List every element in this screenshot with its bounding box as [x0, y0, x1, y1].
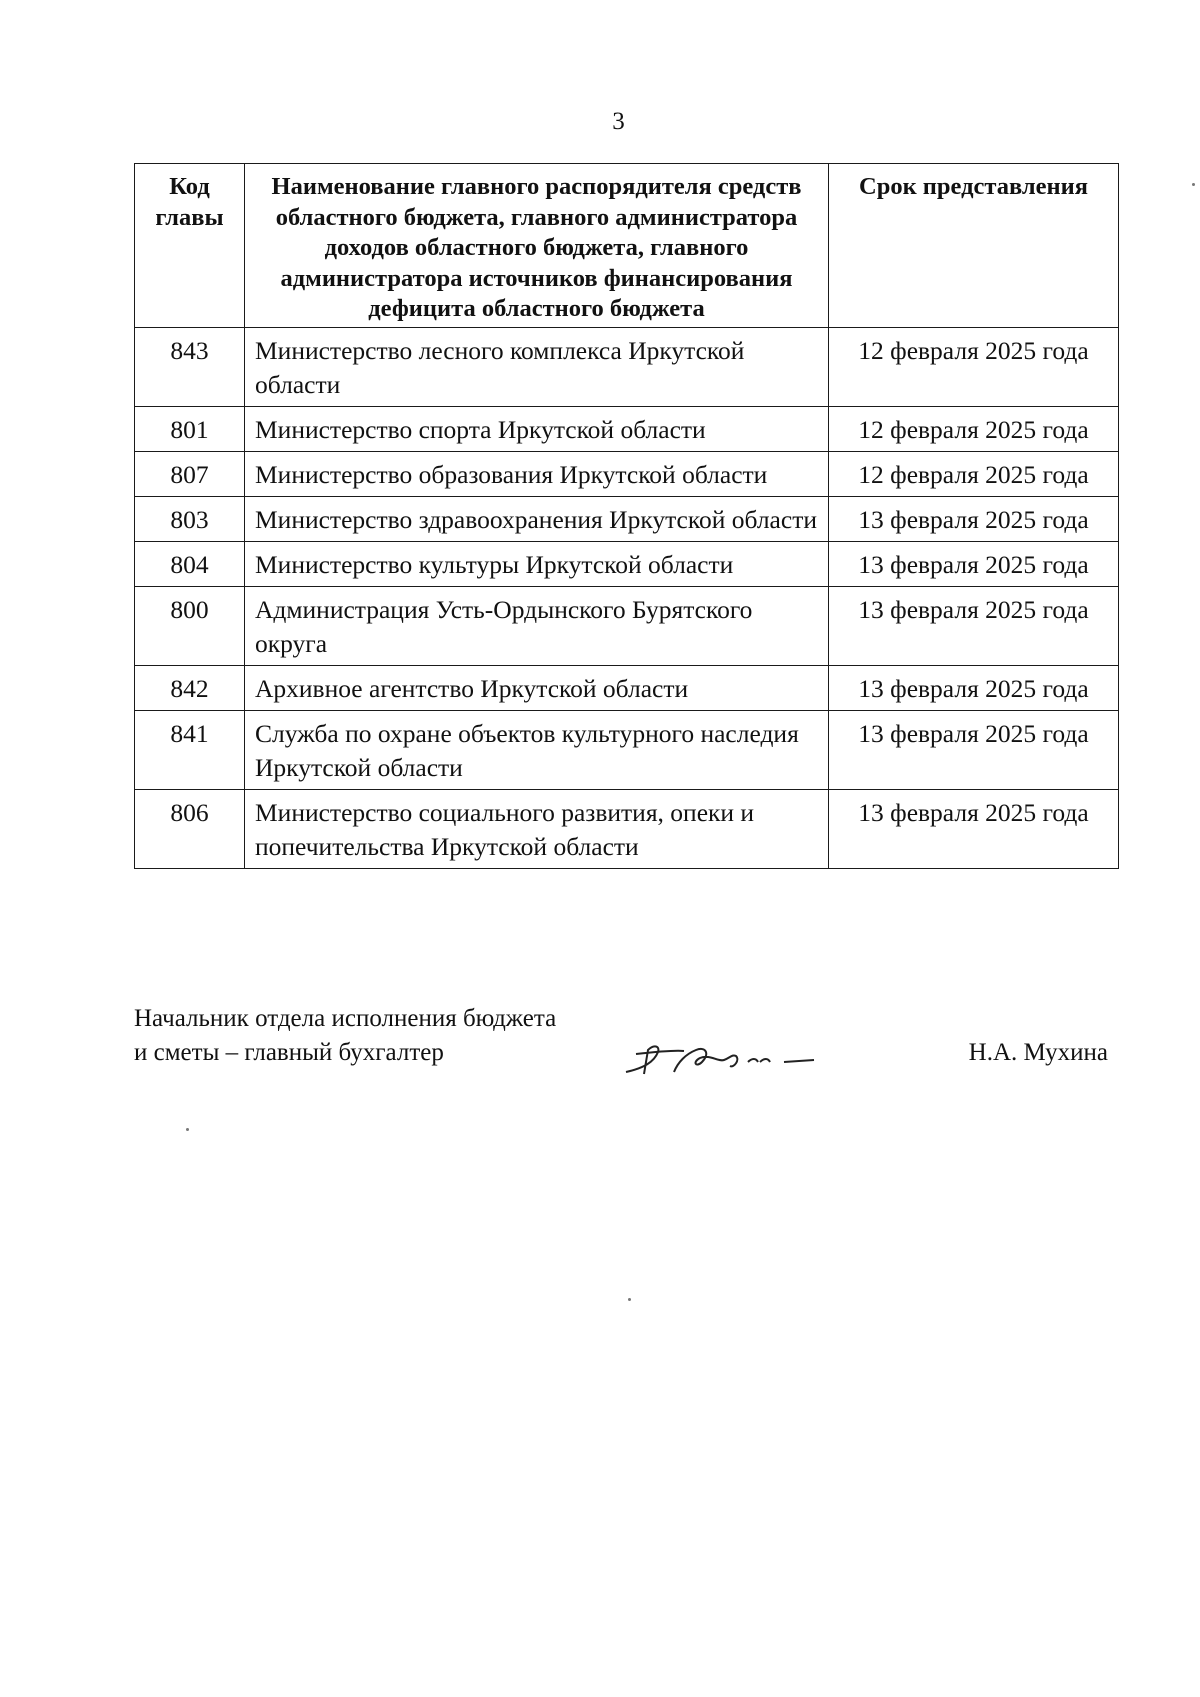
row-name: Архивное агентство Иркутской области — [245, 665, 829, 710]
submission-schedule-table — [134, 163, 1119, 869]
page-number: 3 — [612, 108, 625, 135]
row-code: 807 — [135, 451, 245, 496]
header-deadline: Срок представления — [829, 164, 1119, 328]
table-row — [135, 496, 1119, 541]
table-row — [135, 406, 1119, 451]
row-code: 843 — [135, 327, 245, 406]
table-row — [135, 541, 1119, 586]
table-header-row — [135, 164, 1119, 328]
row-code: 841 — [135, 710, 245, 789]
table-row — [135, 327, 1119, 406]
row-name: Министерство культуры Иркутской области — [245, 541, 829, 586]
row-deadline: 12 февраля 2025 года — [829, 327, 1119, 406]
row-name: Служба по охране объектов культурного наследия Иркутской области — [245, 710, 829, 789]
row-deadline: 12 февраля 2025 года — [829, 406, 1119, 451]
row-deadline: 13 февраля 2025 года — [829, 496, 1119, 541]
table-row — [135, 710, 1119, 789]
signatory-position — [134, 1002, 654, 1070]
row-code: 801 — [135, 406, 245, 451]
signatory-position-line: Начальник отдела исполнения бюджета — [134, 1005, 557, 1032]
scan-speck — [628, 1298, 631, 1301]
row-code: 800 — [135, 586, 245, 665]
row-deadline: 12 февраля 2025 года — [829, 451, 1119, 496]
row-deadline: 13 февраля 2025 года — [829, 789, 1119, 868]
scan-speck — [1192, 183, 1195, 186]
row-name: Администрация Усть-Ордынского Бурятского округа — [245, 586, 829, 665]
row-code: 806 — [135, 789, 245, 868]
signatory-position-line: и сметы – главный бухгалтер — [134, 1039, 444, 1066]
row-name: Министерство спорта Иркутской области — [245, 406, 829, 451]
row-code: 842 — [135, 665, 245, 710]
header-name: Наименование главного распорядителя средств областного бюджета, главного администратора доходов областного бюджета, главного администратора источников финансирования дефицита областного бюджета — [245, 164, 829, 328]
handwritten-signature — [614, 1032, 834, 1082]
row-code: 803 — [135, 496, 245, 541]
header-code: Код главы — [135, 164, 245, 328]
row-deadline: 13 февраля 2025 года — [829, 710, 1119, 789]
table-row — [135, 665, 1119, 710]
table-row — [135, 586, 1119, 665]
signature-block — [134, 1002, 1118, 1082]
row-deadline: 13 февраля 2025 года — [829, 665, 1119, 710]
row-code: 804 — [135, 541, 245, 586]
table-row — [135, 451, 1119, 496]
signatory-name: Н.А. Мухина — [968, 1039, 1108, 1066]
row-name: Министерство образования Иркутской области — [245, 451, 829, 496]
table-row — [135, 789, 1119, 868]
row-deadline: 13 февраля 2025 года — [829, 586, 1119, 665]
row-name: Министерство лесного комплекса Иркутской области — [245, 327, 829, 406]
row-name: Министерство социального развития, опеки и попечительства Иркутской области — [245, 789, 829, 868]
scan-speck — [186, 1128, 189, 1131]
row-deadline: 13 февраля 2025 года — [829, 541, 1119, 586]
row-name: Министерство здравоохранения Иркутской области — [245, 496, 829, 541]
